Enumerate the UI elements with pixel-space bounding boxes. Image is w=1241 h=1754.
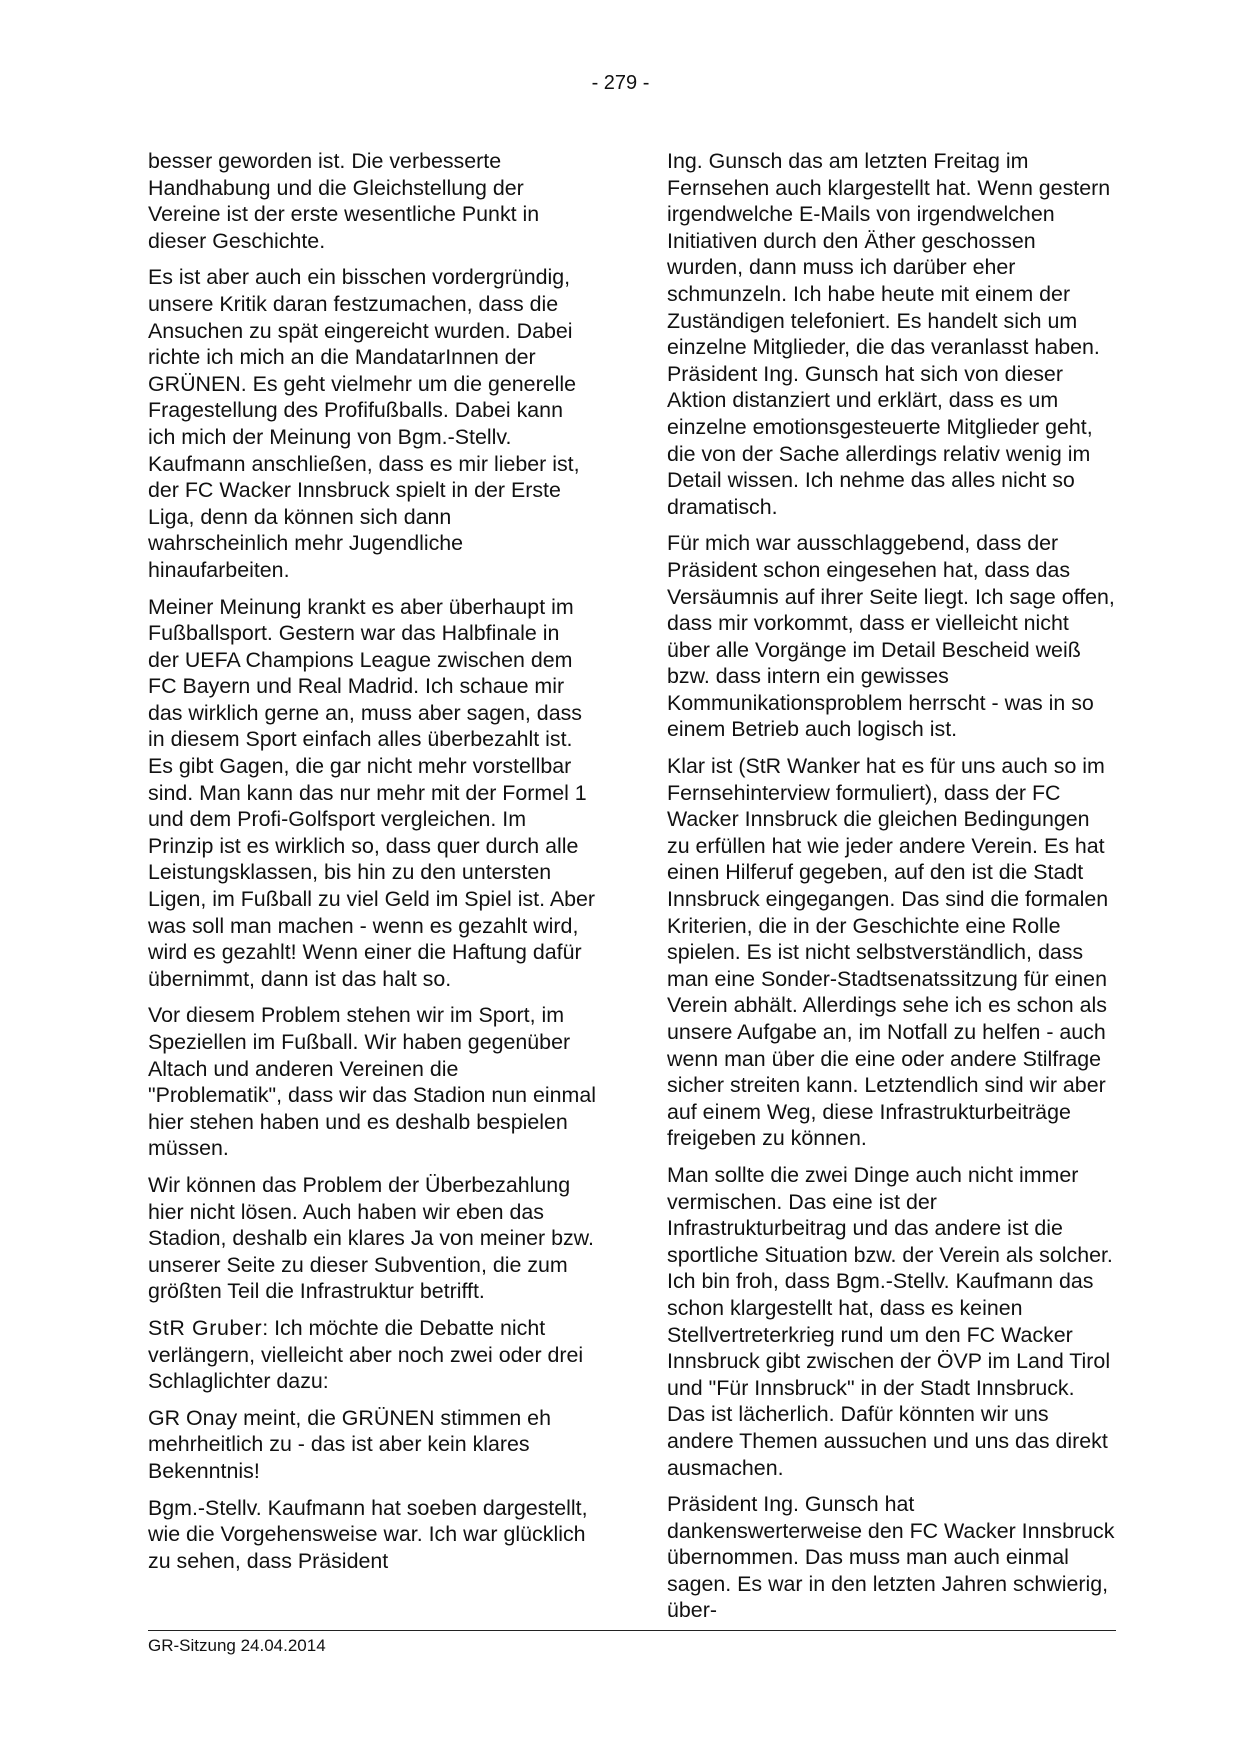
paragraph: Für mich war ausschlaggebend, dass der Präsident schon eingesehen hat, dass das Versäumnis auf ihrer Seite liegt. Ich sage offen, dass mir vorkommt, dass er vielleicht nicht über alle Vorgänge im Detail Bescheid weiß bzw. dass intern ein gewisses Kommunikationsproblem herrscht - was in so einem Betrieb auch logisch ist.	[667, 531, 1115, 742]
paragraph: Ing. Gunsch das am letzten Freitag im Fernsehen auch klargestellt hat. Wenn gestern irgendwelche E-Mails von irgendwelchen Initiativen durch den Äther geschossen wurden, dann muss ich darüber eher schmunzeln. Ich habe heute mit einem der Zuständigen telefoniert. Es handelt sich um einzelne Mitglieder, die das veranlasst haben. Präsident Ing. Gunsch hat sich von dieser Aktion distanziert und erklärt, dass es um einzelne emotionsgesteuerte Mitglieder geht, die von der Sache allerdings relativ wenig im Detail wissen. Ich nehme das alles nicht so dramatisch.	[667, 149, 1111, 519]
speaker-name: StR Gruber	[148, 1315, 263, 1340]
paragraph: Bgm.-Stellv. Kaufmann hat soeben dargestellt, wie die Vorgehensweise war. Ich war glücklich zu sehen, dass Präsident	[148, 1495, 588, 1573]
paragraph: Vor diesem Problem stehen wir im Sport, im Speziellen im Fußball. Wir haben gegenüber Altach und anderen Vereinen die "Problematik", dass wir das Stadion nun einmal hier stehen haben und es deshalb bespielen müssen.	[148, 1003, 596, 1161]
footer-divider	[148, 1630, 1116, 1631]
paragraph: Man sollte die zwei Dinge auch nicht immer vermischen. Das eine ist der Infrastrukturbeitrag und das andere ist die sportliche Situation bzw. der Verein als solcher. Ich bin froh, dass Bgm.-Stellv. Kaufmann das schon klargestellt hat, dass es keinen Stellvertreterkrieg rund um den FC Wacker Innsbruck gibt zwischen der ÖVP im Land Tirol und "Für Innsbruck" in der Stadt Innsbruck. Das ist lächerlich. Dafür könnten wir uns andere Themen aussuchen und uns das direkt ausmachen.	[667, 1162, 1113, 1480]
speaker-paragraph	[148, 1315, 596, 1395]
paragraph: besser geworden ist. Die verbesserte Handhabung und die Gleichstellung der Vereine ist der erste wesentliche Punkt in dieser Geschichte.	[148, 149, 540, 253]
page-number: - 279 -	[591, 72, 650, 94]
right-column	[667, 148, 1115, 1634]
footer-text: GR-Sitzung 24.04.2014	[148, 1636, 326, 1655]
speaker-text: : Ich möchte die Debatte nicht verlängern, vielleicht aber noch zwei oder drei Schlaglichter dazu:	[148, 1315, 584, 1394]
paragraph: Klar ist (StR Wanker hat es für uns auch so im Fernsehinterview formuliert), dass der FC Wacker Innsbruck die gleichen Bedingungen zu erfüllen hat wie jeder andere Verein. Es hat einen Hilferuf gegeben, auf den ist die Stadt Innsbruck eingegangen. Das sind die formalen Kriterien, die in der Geschichte eine Rolle spielen. Es ist nicht selbstverständlich, dass man eine Sonder-Stadtsenatssitzung für einen Verein abhält. Allerdings sehe ich es schon als unsere Aufgabe an, im Notfall zu helfen - auch wenn man über die eine oder andere Stilfrage sicher streiten kann. Letztendlich sind wir aber auf einem Weg, diese Infrastrukturbeiträge freigeben zu können.	[667, 754, 1109, 1151]
paragraph: Wir können das Problem der Überbezahlung hier nicht lösen. Auch haben wir eben das Stadion, deshalb ein klares Ja von meiner bzw. unserer Seite zu dieser Subvention, die zum größten Teil die Infrastruktur betrifft.	[148, 1172, 594, 1304]
paragraph: Meiner Meinung krankt es aber überhaupt im Fußballsport. Gestern war das Halbfinale in der UEFA Champions League zwischen dem FC Bayern und Real Madrid. Ich schaue mir das wirklich gerne an, muss aber sagen, dass in diesem Sport einfach alles überbezahlt ist. Es gibt Gagen, die gar nicht mehr vorstellbar sind. Man kann das nur mehr mit der Formel 1 und dem Profi-Golfsport vergleichen. Im Prinzip ist es wirklich so, dass quer durch alle Leistungsklassen, bis hin zu den untersten Ligen, im Fußball zu viel Geld im Spiel ist. Aber was soll man machen - wenn es gezahlt wird, wird es gezahlt! Wenn einer die Haftung dafür übernimmt, dann ist das halt so.	[148, 594, 596, 991]
left-column	[148, 148, 596, 1584]
paragraph: GR Onay meint, die GRÜNEN stimmen eh mehrheitlich zu - das ist aber kein klares Bekenntnis!	[148, 1405, 551, 1483]
paragraph: Präsident Ing. Gunsch hat dankenswerterweise den FC Wacker Innsbruck übernommen. Das muss man auch einmal sagen. Es war in den letzten Jahren schwierig, über-	[667, 1492, 1115, 1623]
paragraph: Es ist aber auch ein bisschen vordergründig, unsere Kritik daran festzumachen, dass die Ansuchen zu spät eingereicht wurden. Dabei richte ich mich an die MandatarInnen der GRÜNEN. Es geht vielmehr um die generelle Fragestellung des Profifußballs. Dabei kann ich mich der Meinung von Bgm.-Stellv. Kaufmann anschließen, dass es mir lieber ist, der FC Wacker Innsbruck spielt in der Erste Liga, denn da können sich dann wahrscheinlich mehr Jugendliche hinaufarbeiten.	[148, 265, 580, 582]
